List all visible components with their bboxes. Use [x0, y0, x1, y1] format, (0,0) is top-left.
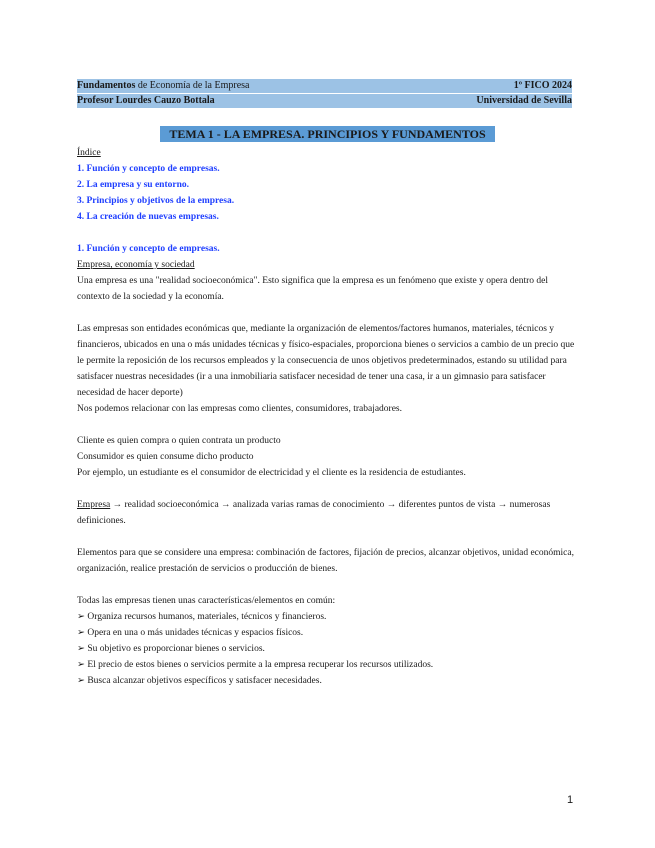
document-body	[77, 145, 577, 689]
paragraph-2: Las empresas son entidades económicas que, mediante la organización de elementos/factores humanos, materiales, técnicos y financieros, ubicados en una o más unidades técnicas y físico-espaciales, proporciona bienes o servicios a cambio de un precio que le permite la reposición de los recursos empleados y la consecuencia de unos objetivos predeterminados, estando su utilidad para satisfacer nuestras necesidades (ir a una inmobiliaria satisfacer necesidad de tener una casa, ir a un gimnasio para satisfacer necesidad de hacer deporte)	[77, 324, 575, 398]
section-1-heading: 1. Función y concepto de empresas.	[77, 244, 220, 254]
index-label: Índice	[77, 148, 101, 158]
empresa-term: Empresa	[77, 500, 111, 510]
header-row-1	[77, 79, 572, 93]
paragraph-consumidor: Consumidor es quien consume dicho producto	[77, 452, 254, 462]
index-item-3[interactable]: 3. Principios y objetivos de la empresa.	[77, 196, 235, 206]
paragraph-1: Una empresa es una "realidad socioeconómica". Esto significa que la empresa es un fenómeno que existe y opera dentro del contexto de la sociedad y la economía.	[77, 276, 548, 302]
paragraph-empresa-def	[77, 497, 577, 529]
paragraph-3: Nos podemos relacionar con las empresas como clientes, consumidores, trabajadores.	[77, 404, 403, 414]
index-item-1[interactable]: 1. Función y concepto de empresas.	[77, 164, 220, 174]
paragraph-elementos: Elementos para que se considere una empresa: combinación de factores, fijación de precios, alcanzar objetivos, unidad económica, organización, realice prestación de servicios o producción de bienes.	[77, 548, 574, 574]
list-item: ➢ Opera en una o más unidades técnicas y espacios físicos.	[77, 628, 304, 638]
header-university: Universidad de Sevilla	[476, 95, 572, 106]
paragraph-cliente: Cliente es quien compra o quien contrata un producto	[77, 436, 281, 446]
list-item: ➢ El precio de estos bienes o servicios permite a la empresa recuperar los recursos utilizados.	[77, 660, 434, 670]
header-course-rest: de Economía de la Empresa	[135, 80, 250, 91]
paragraph-caracteristicas: Todas las empresas tienen unas características/elementos en común:	[77, 596, 336, 606]
characteristics-list	[77, 609, 577, 689]
section-1-subheading: Empresa, economía y sociedad	[77, 260, 195, 270]
page-title: TEMA 1 - LA EMPRESA. PRINCIPIOS Y FUNDAMENTOS	[160, 126, 495, 142]
page-number: 1	[567, 794, 574, 806]
header-course-bold: Fundamentos	[77, 80, 136, 91]
index-item-4[interactable]: 4. La creación de nuevas empresas.	[77, 212, 219, 222]
list-item: ➢ Busca alcanzar objetivos específicos y satisfacer necesidades.	[77, 676, 322, 686]
paragraph-ejemplo: Por ejemplo, un estudiante es el consumidor de electricidad y el cliente es la residencia de estudiantes.	[77, 468, 466, 478]
header-year: 1º FICO 2024	[513, 80, 572, 91]
list-item: ➢ Su objetivo es proporcionar bienes o servicios.	[77, 644, 265, 654]
index-item-2[interactable]: 2. La empresa y su entorno.	[77, 180, 189, 190]
empresa-def-rest: → realidad socioeconómica → analizada varias ramas de conocimiento → diferentes puntos de vista → numerosas definiciones.	[77, 500, 551, 526]
header-row-2	[77, 94, 572, 108]
header-course	[77, 79, 249, 93]
list-item: ➢ Organiza recursos humanos, materiales, técnicos y financieros.	[77, 612, 327, 622]
header-professor: Profesor Lourdes Cauzo Bottala	[77, 95, 215, 106]
